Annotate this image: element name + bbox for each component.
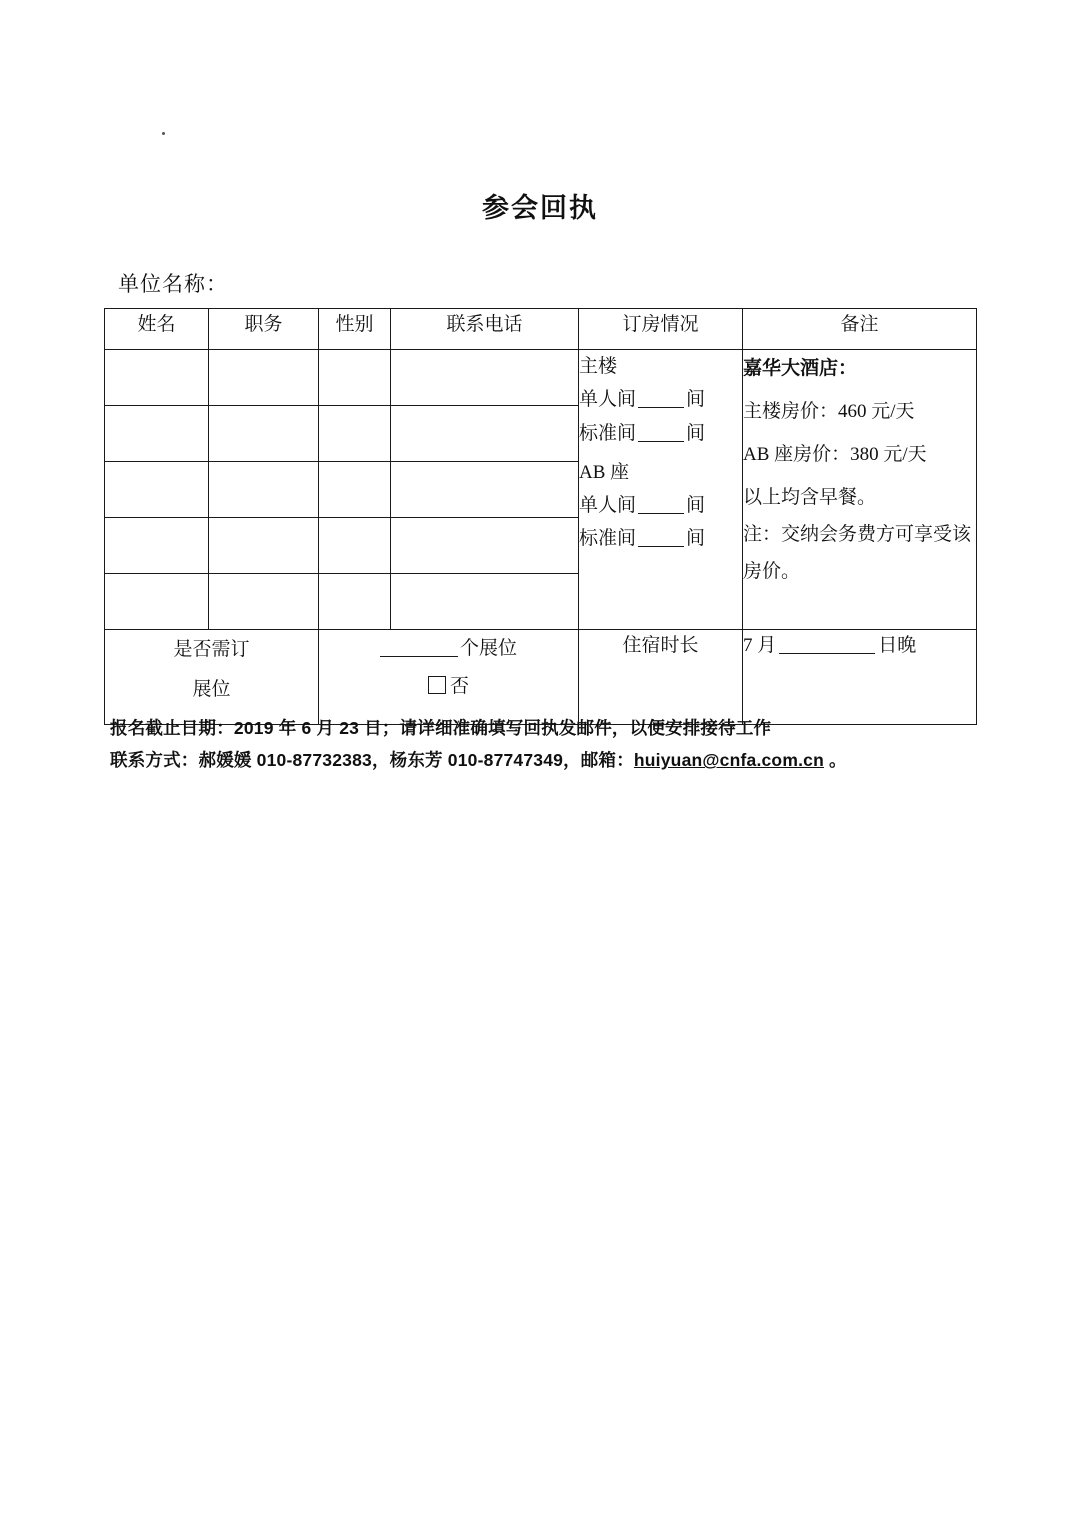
cell-phone[interactable] [391,462,579,518]
remark-main-price: 主楼房价：460 元/天 [743,401,915,423]
footnote-contact-suffix: 。 [823,750,847,771]
column-header-remarks: 备注 [743,309,977,350]
cell-phone[interactable] [391,406,579,462]
remark-note: 注：交纳会务费方可享受该房价。 [743,524,972,583]
footnote-deadline: 报名截止日期：2019 年 6 月 23 日；请详细准确填写回执发邮件，以便安排接待工作 [110,718,772,738]
table-header-row [105,309,977,350]
remark-breakfast: 以上均含早餐。 [743,487,877,509]
cell-gender[interactable] [319,518,391,574]
footnote-contact [110,744,1010,776]
stay-duration-value[interactable]: 7 月 日晚 [743,630,977,725]
booking-ab-standard: 标准间 间 [579,528,706,550]
blank-line[interactable] [638,441,684,442]
column-header-gender: 性别 [319,309,391,350]
cell-phone[interactable] [391,574,579,630]
blank-line[interactable] [638,407,684,408]
booth-no-option[interactable]: 否 [319,668,578,706]
cell-remarks [743,350,977,630]
table-row [105,350,977,406]
cell-position[interactable] [209,406,319,462]
cell-position[interactable] [209,518,319,574]
cell-gender[interactable] [319,406,391,462]
booth-input-cell[interactable] [319,630,579,725]
footnote-contact-text: 联系方式：郝媛媛 010-87732383，杨东芳 010-87747349，邮箱： [110,750,634,771]
remark-ab-price: AB 座房价：380 元/天 [743,444,927,466]
cell-name[interactable] [105,350,209,406]
booking-main-building: 主楼 [579,356,618,377]
cell-booking-details[interactable] [579,350,743,630]
cell-position[interactable] [209,462,319,518]
booking-ab-single: 单人间 间 [579,495,706,516]
booking-main-single: 单人间 间 [579,389,706,411]
column-header-booking: 订房情况 [579,309,743,350]
registration-table [104,308,977,725]
footnotes [110,712,1010,777]
booking-ab-building: AB 座 [579,461,630,483]
cell-phone[interactable] [391,350,579,406]
blank-line[interactable] [779,653,875,654]
booking-main-standard: 标准间 间 [579,422,706,444]
stay-duration-label: 住宿时长 [579,630,743,725]
blank-line[interactable] [638,513,684,514]
page-title: 参会回执 [482,193,598,223]
cell-position[interactable] [209,350,319,406]
column-header-name: 姓名 [105,309,209,350]
contact-email-link[interactable]: huiyuan@cnfa.com.cn [633,750,824,771]
booth-label: 是否需订 展位 [105,630,319,725]
blank-line[interactable] [380,656,458,657]
blank-line[interactable] [638,546,684,547]
booth-row [105,630,977,725]
checkbox-icon[interactable] [428,676,446,694]
remark-hotel-name: 嘉华大酒店： [743,358,858,379]
booth-count[interactable]: 个展位 [319,630,578,668]
cell-gender[interactable] [319,350,391,406]
unit-name-label: 单位名称： [118,272,228,296]
cell-position[interactable] [209,574,319,630]
cell-name[interactable] [105,518,209,574]
scan-speck [162,132,165,135]
column-header-phone: 联系电话 [391,309,579,350]
column-header-position: 职务 [209,309,319,350]
cell-gender[interactable] [319,462,391,518]
cell-name[interactable] [105,406,209,462]
cell-name[interactable] [105,462,209,518]
cell-name[interactable] [105,574,209,630]
cell-phone[interactable] [391,518,579,574]
cell-gender[interactable] [319,574,391,630]
